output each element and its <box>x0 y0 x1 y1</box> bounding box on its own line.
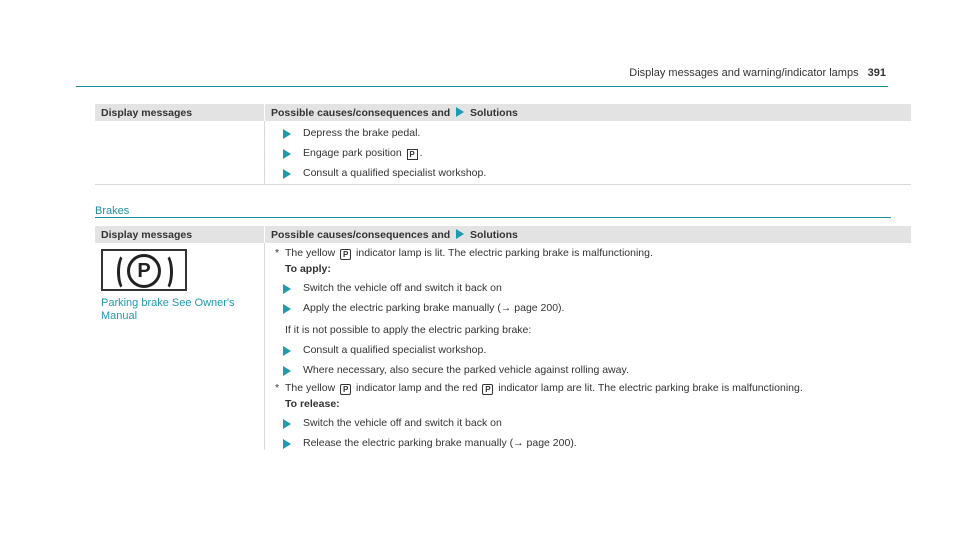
list-item: Apply the electric parking brake manually (→ page 200). <box>265 302 911 315</box>
bullet-arrow-icon <box>283 304 291 314</box>
header-rule <box>76 86 888 87</box>
list-item: Switch the vehicle off and switch it back on <box>265 417 911 430</box>
parking-brake-indicator-icon: P <box>340 249 351 260</box>
to-release-heading: To release: <box>285 398 340 410</box>
page-number: 391 <box>867 67 886 79</box>
brakes-display-messages-table <box>95 226 911 450</box>
solutions-cell <box>265 243 912 450</box>
bullet-arrow-icon <box>283 284 291 294</box>
display-message-caption: Parking brake See Owner's Manual <box>101 297 235 322</box>
parking-brake-warning-icon: P <box>101 249 187 291</box>
bullet-arrow-icon <box>283 419 291 429</box>
bullet-arrow-icon <box>283 346 291 356</box>
not-possible-text: If it is not possible to apply the electric parking brake: <box>285 324 532 336</box>
display-message-cell <box>95 243 265 450</box>
solutions-arrow-icon <box>456 107 464 117</box>
cause-item: * The yellow P indicator lamp and the red P indicator lamp are lit. The electric parking brake is malfunctioning. <box>275 382 803 394</box>
bullet-arrow-icon <box>283 129 291 139</box>
solutions-arrow-icon <box>456 229 464 239</box>
running-head <box>629 67 886 79</box>
list-item: Depress the brake pedal. <box>265 127 911 140</box>
to-apply-heading: To apply: <box>285 263 331 275</box>
park-position-icon: P <box>407 149 418 160</box>
solutions-cell <box>265 121 912 185</box>
column-header-display-messages: Display messages <box>95 104 265 121</box>
bullet-arrow-icon <box>283 169 291 179</box>
parking-brake-indicator-icon: P <box>482 384 493 395</box>
section-rule <box>95 217 891 218</box>
column-header-display-messages: Display messages <box>95 226 265 243</box>
display-message-cell-empty <box>95 121 265 185</box>
cause-item: * The yellow P indicator lamp is lit. The electric parking brake is malfunctioning. <box>275 247 653 259</box>
column-header-causes-solutions: Possible causes/consequences and Solutions <box>265 226 912 243</box>
bullet-arrow-icon <box>283 149 291 159</box>
parking-brake-indicator-icon: P <box>340 384 351 395</box>
running-head-title: Display messages and warning/indicator lamps <box>629 67 859 79</box>
bullet-arrow-icon <box>283 366 291 376</box>
display-messages-table-continued <box>95 104 911 185</box>
bullet-arrow-icon <box>283 439 291 449</box>
section-title: Brakes <box>95 205 130 217</box>
list-item: Consult a qualified specialist workshop. <box>265 344 911 357</box>
list-item: Engage park position P . <box>265 147 911 160</box>
list-item: Switch the vehicle off and switch it back on <box>265 282 911 295</box>
list-item: Consult a qualified specialist workshop. <box>265 167 911 180</box>
list-item: Where necessary, also secure the parked vehicle against rolling away. <box>265 364 911 377</box>
list-item: Release the electric parking brake manually (→ page 200). <box>265 437 911 450</box>
column-header-causes-solutions: Possible causes/consequences and Solutions <box>265 104 912 121</box>
